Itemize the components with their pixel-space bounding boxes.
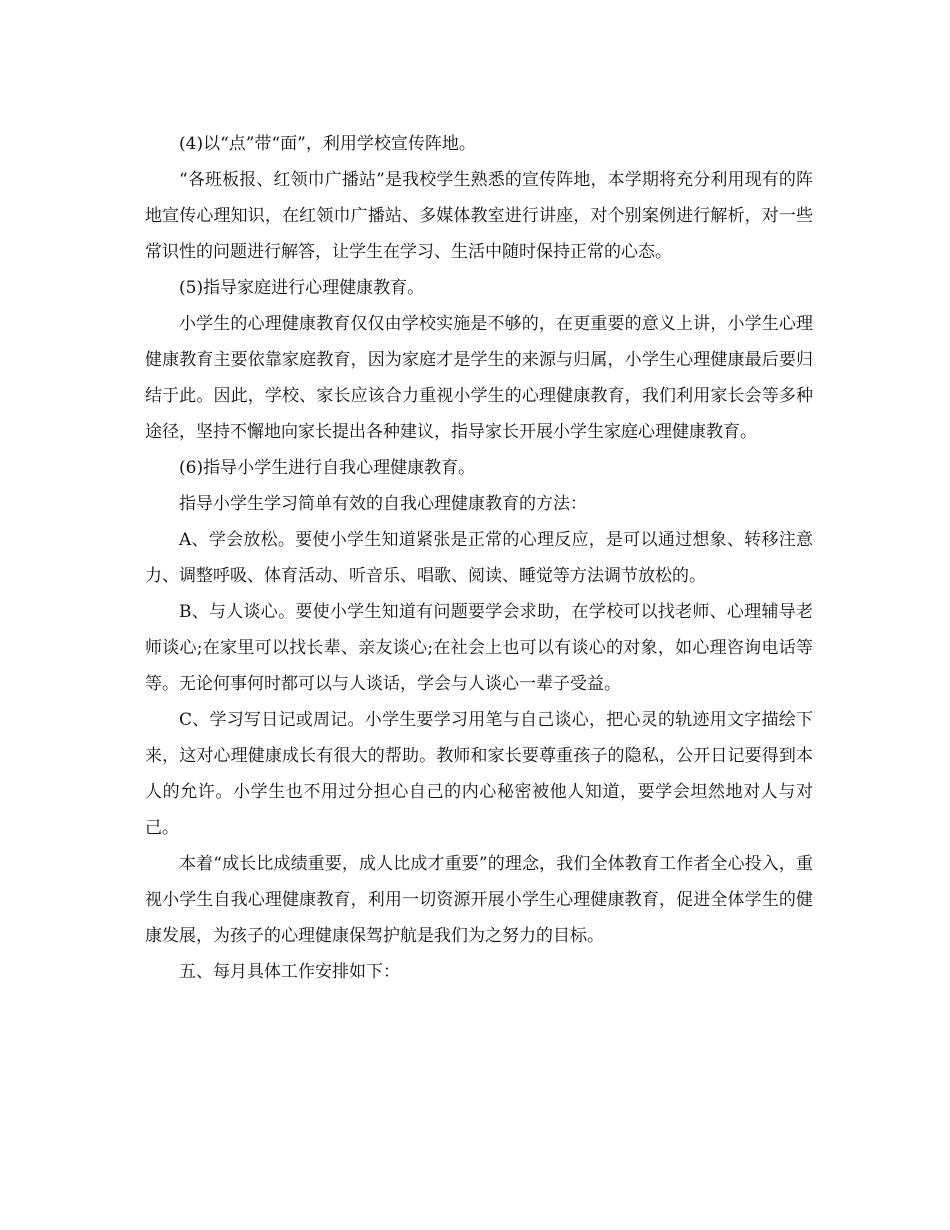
paragraph-method-c: C、学习写日记或周记。小学生要学习用笔与自己谈心，把心灵的轨迹用文字描绘下来，这对心理健康成长有很大的帮助。教师和家长要尊重孩子的隐私，公开日记要得到本人的允许。小学生也不用过分担心自己的内心秘密被他人知道，要学会坦然地对人与对己。 bbox=[145, 710, 813, 838]
section-heading-monthly: 五、每月具体工作安排如下： bbox=[179, 962, 400, 982]
paragraph-philosophy: 本着“成长比成绩重要，成人比成才重要”的理念，我们全体教育工作者全心投入，重视小学生自我心理健康教育，利用一切资源开展小学生心理健康教育，促进全体学生的健康发展，为孩子的心理健康保驾护航是我们为之努力的目标。 bbox=[145, 854, 813, 946]
paragraph-publicity: “各班板报、红领巾广播站”是我校学生熟悉的宣传阵地，本学期将充分利用现有的阵地宣传心理知识，在红领巾广播站、多媒体教室进行讲座，对个别案例进行解析，对一些常识性的问题进行解答，让学生在学习、生活中随时保持正常的心态。 bbox=[145, 170, 813, 262]
paragraph-method-b: B、与人谈心。要使小学生知道有问题要学会求助，在学校可以找老师、心理辅导老师谈心;在家里可以找长辈、亲友谈心;在社会上也可以有谈心的对象，如心理咨询电话等等。无论何事何时都可以与人谈话，学会与人谈心一辈子受益。 bbox=[145, 602, 813, 694]
document-body bbox=[145, 126, 813, 990]
paragraph-family-education: 小学生的心理健康教育仅仅由学校实施是不够的，在更重要的意义上讲，小学生心理健康教育主要依靠家庭教育，因为家庭才是学生的来源与归属，小学生心理健康最后要归结于此。因此，学校、家长应该合力重视小学生的心理健康教育，我们利用家长会等多种途径，坚持不懈地向家长提出各种建议，指导家长开展小学生家庭心理健康教育。 bbox=[145, 314, 813, 442]
paragraph-method-a: A、学会放松。要使小学生知道紧张是正常的心理反应，是可以通过想象、转移注意力、调整呼吸、体育活动、听音乐、唱歌、阅读、睡觉等方法调节放松的。 bbox=[145, 530, 813, 586]
paragraph-methods-intro: 指导小学生学习简单有效的自我心理健康教育的方法： bbox=[179, 494, 587, 514]
section-heading-5: (5)指导家庭进行心理健康教育。 bbox=[179, 278, 425, 298]
section-heading-4: (4)以“点”带“面”，利用学校宣传阵地。 bbox=[179, 134, 476, 154]
section-heading-6: (6)指导小学生进行自我心理健康教育。 bbox=[179, 458, 476, 478]
